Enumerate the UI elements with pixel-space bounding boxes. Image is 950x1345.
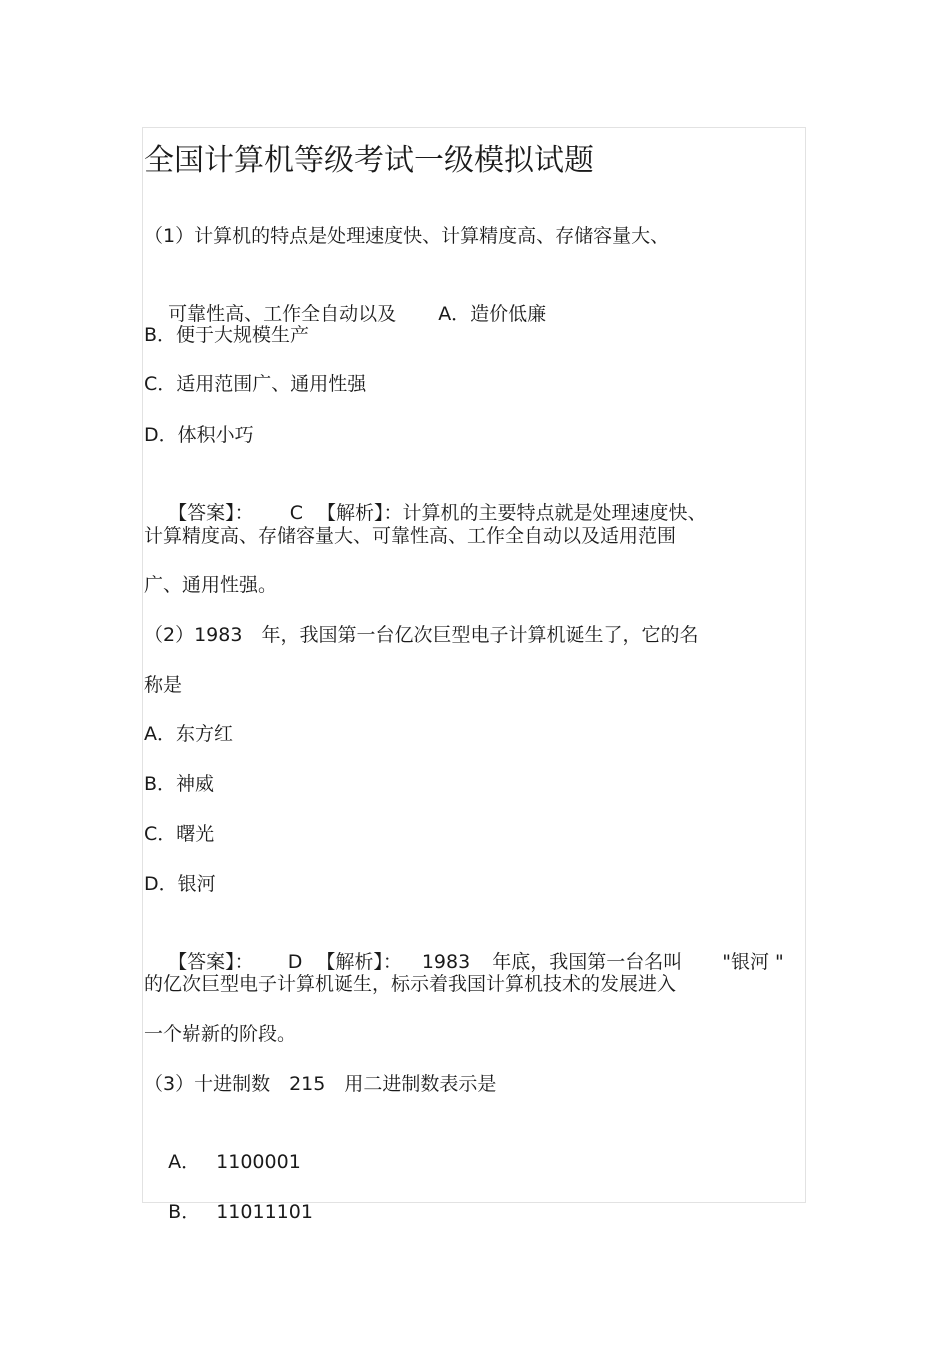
q2-option-c: C．曙光	[144, 823, 215, 845]
q1-stem-text: 可靠性高、工作全自动以及	[168, 303, 397, 325]
explanation-text: 【解析】：计算机的主要特点就是处理速度快、	[316, 502, 707, 524]
explanation-label: 【解析】：	[316, 951, 402, 973]
option-letter: A．	[168, 1151, 201, 1173]
explanation-year: 1983	[421, 951, 471, 973]
q2-explanation-line3: 一个崭新的阶段。	[144, 1023, 297, 1045]
explanation-quote: "银河 "	[722, 951, 784, 973]
q1-option-b: B．便于大规模生产	[144, 324, 310, 346]
q2-option-a: A．东方红	[144, 723, 233, 745]
answer-label: 【答案】：	[168, 951, 254, 973]
option-value: 1100001	[216, 1151, 301, 1173]
q3-option-b	[144, 1170, 313, 1254]
answer-label: 【答案】：	[168, 502, 254, 524]
document-title: 全国计算机等级考试一级模拟试题	[144, 143, 594, 178]
option-value: 11011101	[216, 1201, 313, 1223]
q2-option-d: D．银河	[144, 873, 216, 895]
q2-stem-line1: （2）1983 年，我国第一台亿次巨型电子计算机诞生了，它的名	[144, 624, 699, 646]
q1-explanation-line2: 计算精度高、存储容量大、可靠性高、工作全自动以及适用范围	[144, 525, 677, 547]
answer-value: D	[287, 951, 303, 973]
option-letter: B．	[168, 1201, 201, 1223]
q3-stem: （3）十进制数 215 用二进制数表示是	[144, 1073, 497, 1095]
q2-explanation-line2: 的亿次巨型电子计算机诞生，标示着我国计算机技术的发展进入	[144, 973, 677, 995]
q1-stem-line1: （1）计算机的特点是处理速度快、计算精度高、存储容量大、	[144, 225, 670, 247]
q2-option-b: B．神威	[144, 773, 215, 795]
q1-option-a: A．造价低廉	[438, 303, 547, 325]
q1-option-d: D．体积小巧	[144, 424, 254, 446]
q2-stem-line2: 称是	[144, 674, 183, 696]
answer-value: C	[289, 502, 303, 524]
explanation-text: 年底，我国第一台名叫	[492, 951, 683, 973]
q1-option-c: C．适用范围广、通用性强	[144, 373, 367, 395]
q1-explanation-line3: 广、通用性强。	[144, 574, 278, 596]
